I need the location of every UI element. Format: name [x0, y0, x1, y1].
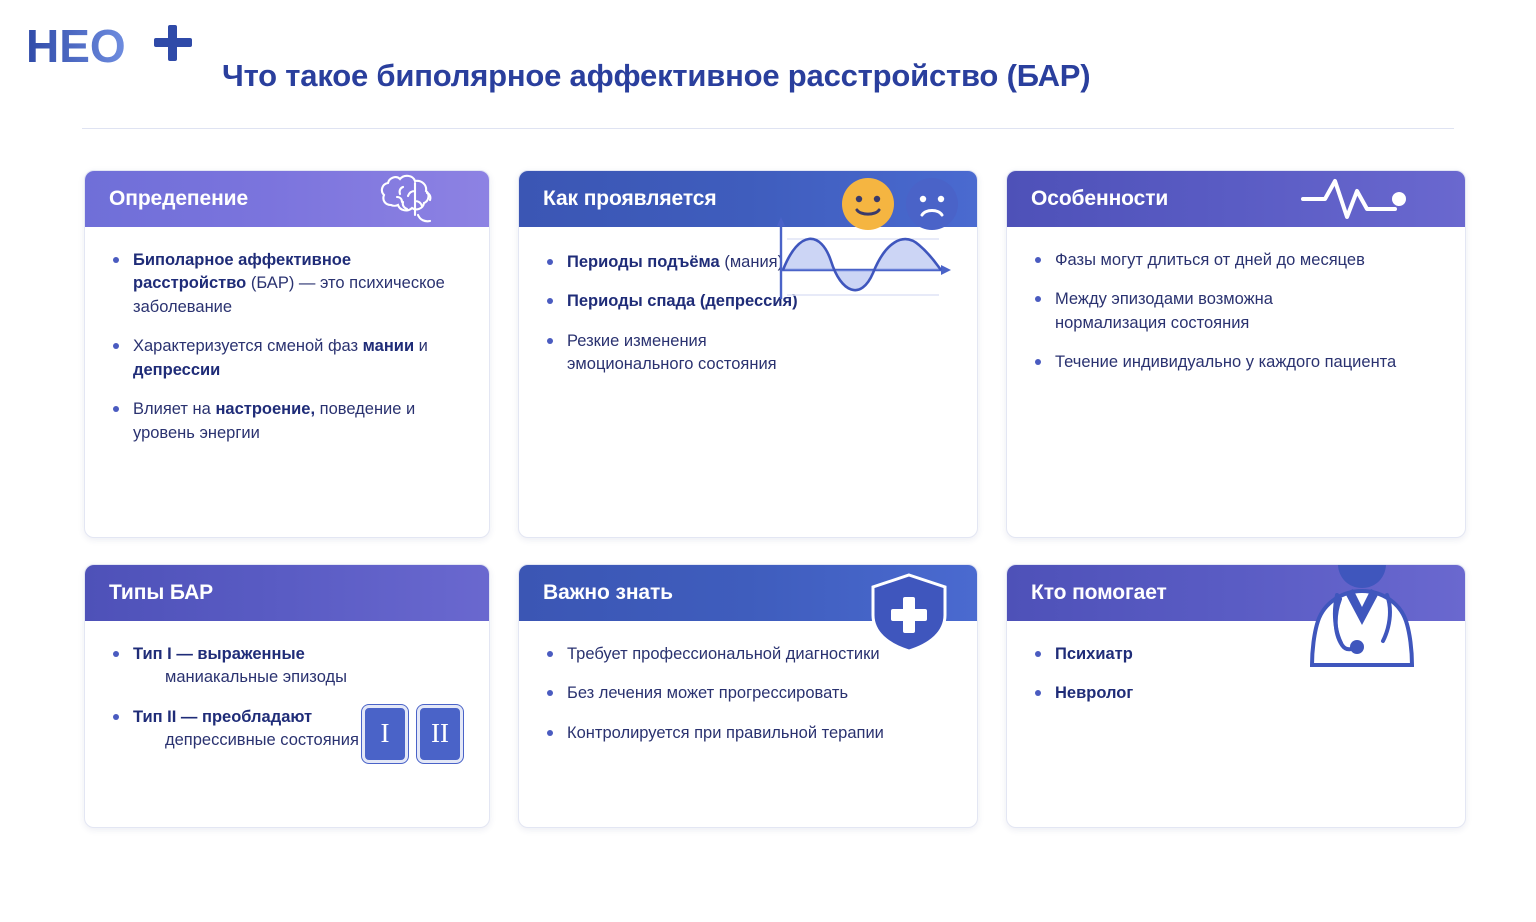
bullet-list — [111, 249, 463, 445]
doctor-icon — [1277, 564, 1447, 730]
cards-grid — [84, 170, 1456, 828]
card-body — [1007, 227, 1465, 401]
card-definition — [84, 170, 490, 538]
list-item — [545, 682, 951, 705]
card-header — [85, 565, 489, 621]
item-indent: маниакальные эпизоды — [165, 668, 347, 687]
item-text: Требует профессиональной диагностики — [567, 645, 880, 663]
item-text: Резкие изменения эмоционального состояния — [567, 331, 777, 374]
page-header — [0, 0, 1536, 130]
item-mid: и — [414, 337, 428, 356]
item-bold: настроение, — [215, 400, 316, 419]
card-features — [1006, 170, 1466, 538]
bullet-list — [545, 643, 951, 745]
item-pre: Характеризуется сменой фаз — [133, 337, 363, 356]
item-bold: Периоды спада (депрессия) — [567, 292, 798, 311]
card-title: Кто помогает — [1031, 581, 1167, 604]
card-who-helps — [1006, 564, 1466, 828]
card-title: Опредепение — [109, 187, 249, 210]
header-divider — [82, 128, 1454, 129]
list-item — [111, 249, 463, 319]
card-body — [85, 227, 489, 471]
list-item — [111, 398, 463, 445]
card-body — [519, 621, 977, 771]
card-header — [1007, 171, 1465, 227]
svg-text:HEO: HEO — [26, 20, 126, 72]
item-bold: Психиатр — [1055, 645, 1133, 663]
badge-type-1: I — [362, 705, 408, 763]
list-item — [1033, 249, 1439, 272]
brain-icon — [369, 171, 473, 227]
list-item — [1033, 288, 1355, 335]
item-rest: (мания) — [719, 253, 784, 271]
list-item — [545, 643, 951, 666]
badge-type-2: II — [417, 705, 463, 763]
card-body — [519, 227, 977, 403]
card-body — [85, 621, 489, 779]
card-title: Особенности — [1031, 187, 1169, 210]
item-rest: (БАР) — это психическое заболевание — [133, 274, 445, 316]
card-manifestation — [518, 170, 978, 538]
item-bold-2: депрессии — [133, 360, 221, 379]
list-item — [1033, 351, 1439, 374]
item-indent: депрессивные состояния — [165, 731, 359, 750]
list-item — [545, 722, 951, 745]
item-text: Между эпизодами возможна нормализация состояния — [1055, 290, 1273, 332]
card-title: Важно знать — [543, 581, 673, 604]
type-badges-icon — [362, 705, 463, 763]
item-bold: Биполарное аффективное расстройство — [133, 251, 352, 293]
item-bold: мании — [362, 337, 415, 356]
mood-wave-chart — [769, 215, 959, 311]
card-title: Как проявляется — [543, 187, 717, 210]
item-bold: Периоды подъёма — [567, 253, 720, 271]
list-item — [111, 335, 463, 382]
item-text: Контролируется при правильной терапии — [567, 723, 884, 742]
heartbeat-line-icon — [1299, 170, 1449, 229]
item-rest: поведение и уровень энергии — [133, 400, 416, 442]
bullet-list — [1033, 249, 1439, 375]
card-body — [1007, 621, 1465, 732]
neo-plus-logo — [26, 20, 206, 76]
item-bold: Тип II — преобладают — [133, 707, 313, 726]
card-important — [518, 564, 978, 828]
item-bold: Тип I — выраженные — [133, 645, 305, 663]
page-title: Что такое биполярное аффективное расстройство (БАР) — [222, 58, 1091, 93]
item-bold: Невролог — [1055, 684, 1134, 703]
card-title: Типы БАР — [109, 581, 214, 604]
list-item — [545, 330, 782, 377]
card-header — [519, 565, 977, 621]
item-text: Фазы могут длиться от дней до месяцев — [1055, 251, 1365, 269]
item-pre: Влияет на — [133, 400, 216, 419]
list-item — [111, 643, 463, 690]
item-text: Течение индивидуально у каждого пациента — [1055, 353, 1397, 372]
card-header — [85, 171, 489, 227]
item-text: Без лечения может прогрессировать — [567, 684, 849, 703]
card-types — [84, 564, 490, 828]
